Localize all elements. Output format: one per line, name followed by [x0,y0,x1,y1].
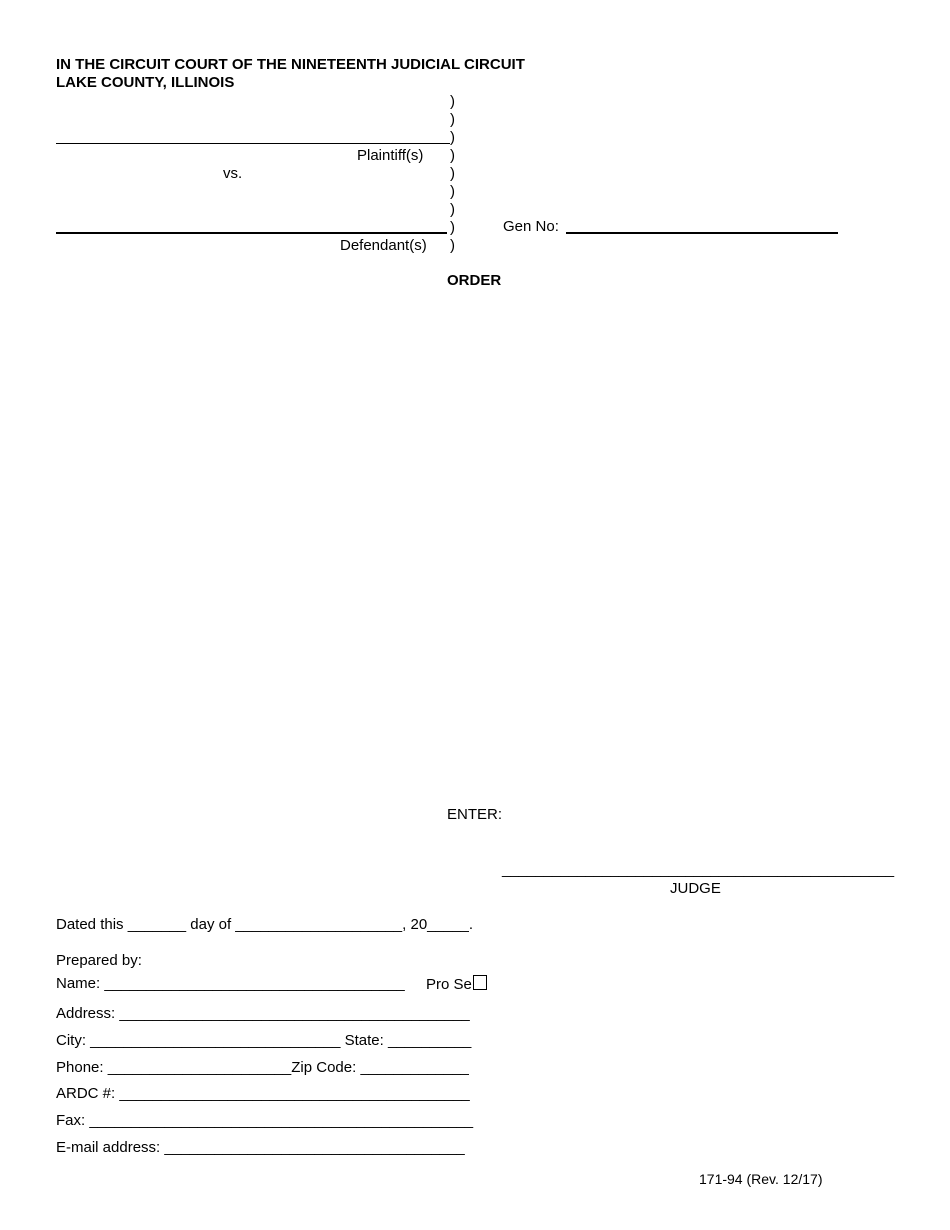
paren: ) [450,183,455,200]
form-number: 171-94 (Rev. 12/17) [699,1171,823,1187]
court-title: IN THE CIRCUIT COURT OF THE NINETEENTH JUDICIAL CIRCUIT [56,56,525,73]
prepared-by-heading: Prepared by: [56,952,142,969]
phone-zip-field[interactable]: Phone: ______________________Zip Code: _____________ [56,1059,469,1076]
paren: ) [450,237,455,254]
county-title: LAKE COUNTY, ILLINOIS [56,74,235,91]
name-field[interactable]: Name: ____________________________________ [56,975,405,992]
defendant-label: Defendant(s) [340,237,427,254]
fax-field[interactable]: Fax: ______________________________________________ [56,1112,474,1129]
enter-label: ENTER: [447,806,503,823]
judge-label: JUDGE [670,880,721,897]
paren: ) [450,165,455,182]
pro-se-option[interactable] [426,975,487,994]
paren: ) [450,111,455,128]
paren: ) [450,201,455,218]
gen-no-line[interactable] [566,232,838,234]
paren: ) [450,129,455,146]
paren: ) [450,219,455,236]
order-title: ORDER [447,272,502,289]
paren: ) [450,93,455,110]
paren: ) [450,147,455,164]
plaintiff-name-line[interactable] [56,143,450,144]
dated-line[interactable]: Dated this _______ day of ____________________, 20_____. [56,916,474,933]
pro-se-checkbox[interactable] [473,975,487,990]
city-state-field[interactable]: City: ______________________________ State: __________ [56,1032,472,1049]
email-field[interactable]: E-mail address: ____________________________________ [56,1139,465,1156]
address-field[interactable]: Address: __________________________________________ [56,1005,470,1022]
pro-se-label: Pro Se [426,976,472,993]
order-body-area[interactable] [56,300,894,790]
judge-signature-line[interactable]: _______________________________________________ [502,861,895,878]
plaintiff-label: Plaintiff(s) [357,147,424,164]
defendant-name-line[interactable] [56,232,447,234]
ardc-field[interactable]: ARDC #: __________________________________________ [56,1085,470,1102]
versus-label: vs. [223,165,243,182]
gen-no-label: Gen No: [503,218,559,235]
